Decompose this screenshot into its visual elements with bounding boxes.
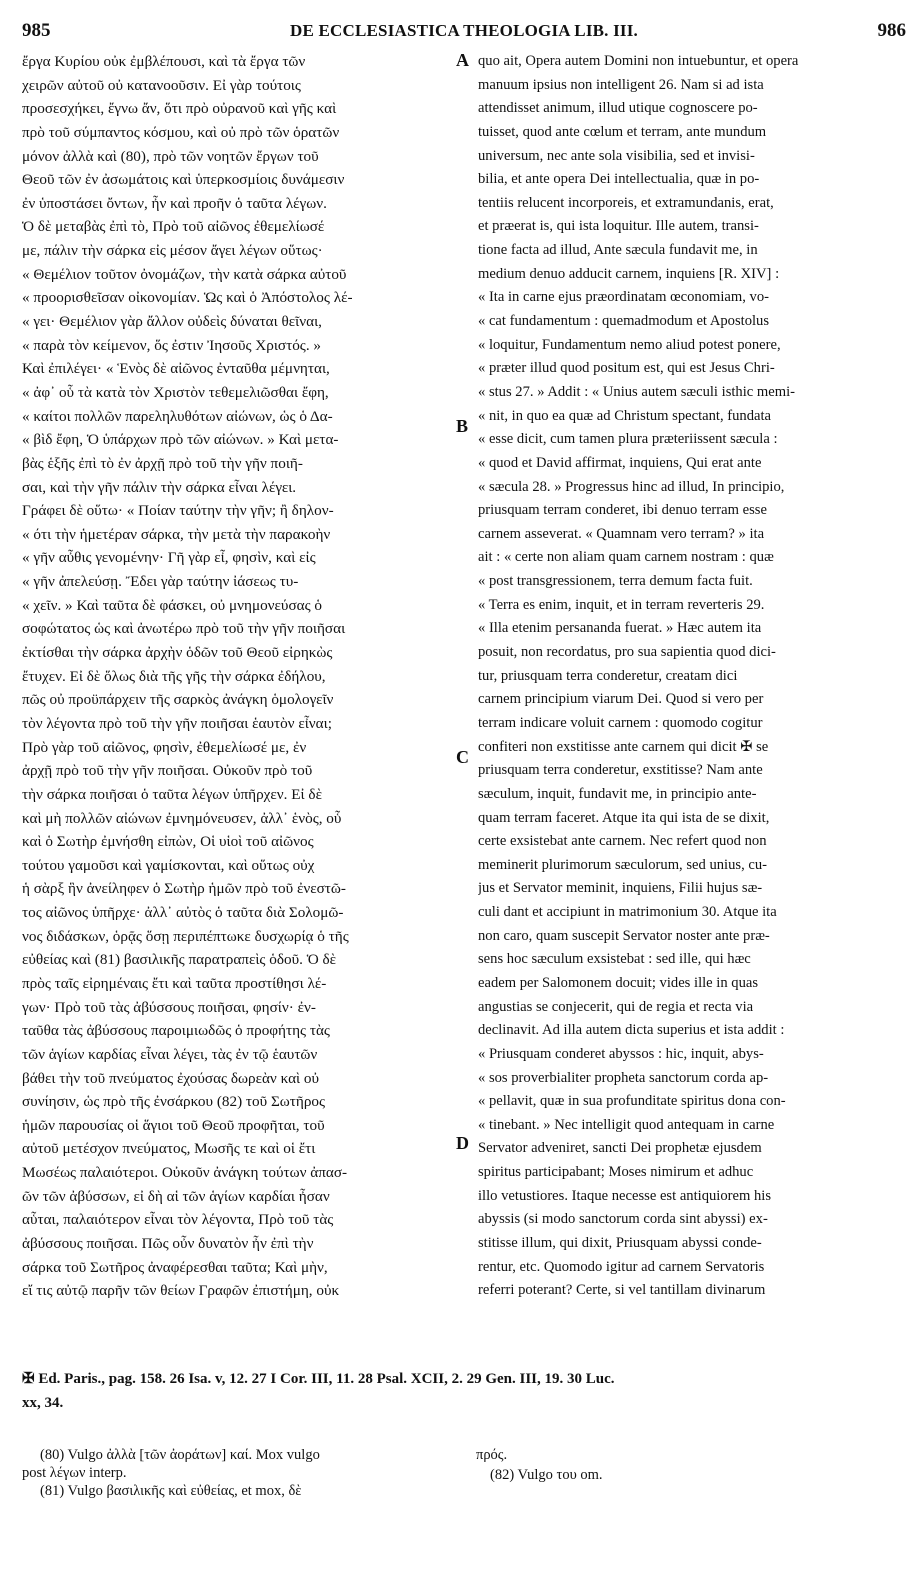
text-line: quo ait, Opera autem Domini non intuebuntur, et opera: [478, 53, 799, 69]
text-line: τούτου γαμοῦσι καὶ γαμίσκονται, καὶ οὕτως οὐχ: [22, 856, 315, 874]
text-line: quam terram faceret. Atque ita qui ista de se dixit,: [478, 809, 770, 826]
text-line: « tinebant. » Nec intelligit quod antequam in carne: [478, 1116, 775, 1133]
text-line: universum, nec ante sola visibilia, sed et invisi-: [478, 147, 755, 164]
text-line: non caro, quam suscepit Servator noster ante præ-: [478, 927, 770, 944]
text-line: « Terra es enim, inquit, et in terram reverteris 29.: [478, 596, 765, 613]
text-line: « χεῖν. » Καὶ ταῦτα δὲ φάσκει, οὐ μνημονεύσας ὁ: [22, 596, 322, 614]
variant-note-82: (82) Vulgo του om.: [490, 1467, 603, 1483]
text-line: certe exsistebat ante carnem. Nec refert quod non: [478, 833, 767, 850]
text-line: stitisse illum, qui dixit, Priusquam abyssi conde-: [478, 1235, 762, 1252]
text-line: αὗται, παλαιότερον εἶναι τὸν λέγοντα, Πρὸ τοῦ τὰς: [22, 1211, 334, 1229]
footnote-line: ✠ Ed. Paris., pag. 158. 26 Isa. v, 12. 27 I Cor. III, 11. 28 Psal. XCII, 2. 29 Gen. III, 19. 30 Luc.: [22, 1371, 615, 1387]
text-line: « esse dicit, cum tamen plura præteriissent sæcula :: [478, 431, 778, 448]
text-line: culi dant et accipiunt in matrimonium 30. Atque ita: [478, 904, 777, 921]
text-line: « quod et David affirmat, inquiens, Qui erat ante: [478, 454, 762, 471]
text-line: πρὸς ταῖς εἰρημέναις ἔτι καὶ ταῦτα προστίθησι λέ-: [22, 974, 327, 992]
text-line: « Priusquam conderet abyssos : hic, inquit, abys-: [478, 1045, 764, 1062]
text-line: σοφώτατος ὡς καὶ ἀνωτέρω πρὸ τοῦ τὴν γῆν ποιῆσαι: [22, 620, 346, 638]
text-line: συνίησιν, ὡς πρὸ τῆς ἐνσάρκου (82) τοῦ Σωτῆρος: [22, 1093, 326, 1111]
text-line: « sos proverbialiter propheta sanctorum corda ap-: [478, 1069, 769, 1086]
text-line: τὸν λέγοντα πρὸ τοῦ τὴν γῆν ποιῆσαι ἑαυτὸν εἶναι;: [22, 714, 332, 732]
text-line: καὶ ὁ Σωτὴρ ἐμνήσθη εἰπὼν, Οἱ υἱοὶ τοῦ αἰῶνος: [22, 833, 314, 851]
text-line: ait : « certe non aliam quam carnem nostram : quæ: [478, 549, 774, 566]
page-number-right: 986: [877, 20, 906, 41]
text-line: « loquitur, Fundamentum nemo aliud potest ponere,: [478, 336, 781, 353]
text-line: τὴν σάρκα ποιῆσαι ὁ ταῦτα λέγων ὑπῆρχεν. Εἰ δὲ: [22, 785, 322, 803]
text-line: referri poterant? Certe, si vel tantillam divinarum: [478, 1282, 766, 1299]
text-line: « præter illud quod positum est, qui est Jesus Chri-: [478, 360, 775, 377]
section-marker-c: C: [456, 747, 469, 767]
section-marker-d: D: [456, 1133, 469, 1153]
text-line: « cat fundamentum : quemadmodum et Apostolus: [478, 313, 770, 330]
text-line: μόνον ἀλλὰ καὶ (80), πρὸ τῶν νοητῶν ἔργων τοῦ: [22, 147, 319, 165]
text-line: ταῦθα τὰς ἀβύσσους παροιμιωδῶς ὁ προφήτης τὰς: [22, 1022, 330, 1040]
text-line: « sæcula 28. » Progressus hinc ad illud, In principio,: [478, 478, 785, 495]
footnotes: [22, 1367, 906, 1415]
text-line: Θεοῦ τῶν ἐν ἀσωμάτοις καὶ ὑπερκοσμίοις δυνάμεσιν: [22, 171, 345, 189]
text-line: « stus 27. » Addit : « Unius autem sæculi isthic memi-: [478, 383, 796, 400]
text-line: Γράφει δὲ οὕτω· « Ποίαν ταύτην τὴν γῆν; ἢ δηλον-: [22, 502, 334, 520]
text-line: tione facta ad illud, Ante sæcula fundavit me, in: [478, 242, 758, 259]
text-line: priusquam terra conderetur, exstitisse? Nam ante: [478, 762, 763, 779]
text-line: eadem per Salomonem docuit; vides ille in quas: [478, 974, 759, 991]
text-line: εὐθείας καὶ (81) βασιλικῆς παρατραπεὶς ὁδοῦ. Ὁ δὲ: [22, 951, 337, 969]
text-line: jus et Servator meminit, inquiens, Filii hujus sæ-: [478, 880, 763, 897]
text-line: rentur, etc. Quomodo igitur ad carnem Servatoris: [478, 1258, 765, 1275]
text-line: « ότι τὴν ἡμετέραν σάρκα, τὴν μετὰ τὴν παρακοὴν: [22, 525, 331, 543]
page-number-left: 985: [22, 20, 51, 41]
text-line: ῶν τῶν ἀβύσσων, εἰ δὴ αἱ τῶν ἁγίων καρδίαι ἦσαν: [22, 1187, 330, 1205]
text-line: et præerat is, qui ista loquitur. Ille autem, transi-: [478, 218, 759, 235]
text-line: ἐκτίσθαι τὴν σάρκα ἀρχὴν ὁδῶν τοῦ Θεοῦ εἰρηκὼς: [22, 644, 333, 662]
text-line: Καὶ ἐπιλέγει· « Ἑνὸς δὲ αἰῶνος ἐνταῦθα μέμνηται,: [22, 360, 330, 378]
section-marker-a: A: [456, 50, 469, 70]
text-line: ἀρχῇ πρὸ τοῦ τὴν γῆν ποιῆσαι. Οὐκοῦν πρὸ τοῦ: [22, 762, 313, 780]
text-line: καὶ μὴ πολλῶν αἰώνων ἐμνημόνευσεν, ἀλλ᾽ ἑνὸς, οὗ: [22, 809, 342, 827]
text-line: σαι, καὶ τὴν γῆν πάλιν τὴν σάρκα εἶναι λέγει.: [22, 478, 297, 496]
text-line: « γῆν ἀπελεύσῃ. Ἔδει γὰρ ταύτην ἰάσεως τυ-: [22, 573, 299, 591]
variant-note-80-continued: post λέγων interp.: [22, 1465, 127, 1481]
text-line: προσεσχήκει, ἔγνω ἄν, ὅτι πρὸ οὐρανοῦ καὶ γῆς καὶ: [22, 100, 337, 118]
text-line: ἐν ὑποστάσει ὄντων, ἦν καὶ προῆν ὁ ταῦτα λέγων.: [22, 194, 327, 212]
text-line: βάθει τὴν τοῦ πνεύματος ἐχούσας δωρεὰν καὶ οὐ: [22, 1069, 320, 1087]
text-line: ἔτυχεν. Εἰ δὲ ὅλως διὰ τῆς γῆς τὴν σάρκα ἐδήλου,: [22, 667, 326, 685]
text-line: « Illa etenim persananda fuerat. » Hæc autem ita: [478, 620, 762, 637]
variant-note-81: (81) Vulgo βασιλικῆς καὶ εὐθείας, et mox, δὲ: [40, 1483, 302, 1499]
text-line: νος διδάσκων, ὁρᾷς ὅσῃ περιπέπτωκε δυσχωρίᾳ ὁ τῆς: [22, 927, 349, 945]
text-line: tuisset, quod ante cœlum et terram, ante mundum: [478, 123, 767, 140]
text-line: confiteri non exstitisse ante carnem qui dicit ✠ se: [478, 738, 769, 755]
text-line: illo vetustiores. Itaque necesse est antiquiorem his: [478, 1187, 772, 1204]
text-line: carnem asseverat. « Quamnam vero terram? » ita: [478, 525, 765, 542]
text-line: αὐτοῦ μετέσχον πνεύματος, Μωσῆς τε καὶ οἱ ἔτι: [22, 1140, 316, 1158]
footnote-line: xx, 34.: [22, 1395, 64, 1411]
text-line: « Θεμέλιον τοῦτον ὀνομάζων, τὴν κατὰ σάρκα αὐτοῦ: [22, 265, 347, 283]
text-line: tur, priusquam terra conderetur, creatam dici: [478, 667, 738, 684]
text-line: πρὸ τοῦ σύμπαντος κόσμου, καὶ οὐ πρὸ τῶν ὁρατῶν: [22, 123, 340, 141]
text-line: abyssis (si modo sanctorum corda sint abyssi) ex-: [478, 1211, 768, 1228]
text-line: sæculum, inquit, fundavit me, in principio ante-: [478, 785, 757, 802]
text-line: χειρῶν αὐτοῦ οὐ κατανοοῦσιν. Εἰ γὰρ τούτοις: [22, 76, 301, 94]
text-line: βὰς ἑξῆς ἐπὶ τὸ ἐν ἀρχῇ πρὸ τοῦ τὴν γῆν ποιῆ-: [22, 454, 303, 472]
text-line: « pellavit, quæ in sua profunditate spiritus dona con-: [478, 1093, 786, 1110]
text-line: terram indicare voluit carnem : quomodo cogitur: [478, 714, 763, 731]
text-line: Ὁ δὲ μεταβὰς ἐπὶ τὸ, Πρὸ τοῦ αἰῶνος ἐθεμελίωσέ: [22, 218, 325, 236]
text-line: « προορισθεῖσαν οἰκονομίαν. Ὡς καὶ ὁ Ἀπόστολος λέ-: [22, 289, 353, 307]
text-line: medium denuo adducit carnem, inquiens [R. XIV] :: [478, 265, 780, 282]
text-line: εἴ τις αὐτῷ παρῆν τῶν θείων Γραφῶν ἐπιστήμη, οὐκ: [22, 1282, 340, 1300]
text-line: posuit, non recordatus, pro sua sapientia quod dici-: [478, 644, 776, 661]
text-line: priusquam terram conderet, ibi denuo terram esse: [478, 502, 767, 519]
text-line: bilia, et ante opera Dei intellectualia, quæ in po-: [478, 171, 760, 188]
text-line: τῶν ἁγίων καρδίας εἶναι λέγει, τὰς ἐν τῷ ἑαυτῶν: [22, 1045, 318, 1063]
text-line: ἀβύσσους ποιῆσαι. Πῶς οὖν δυνατὸν ἦν ἐπὶ τὴν: [22, 1235, 314, 1253]
text-line: spiritus participabant; Moses nimirum et adhuc: [478, 1164, 754, 1181]
running-header: [22, 20, 906, 48]
text-line: declinavit. Ad illa autem dicta superius et ista addit :: [478, 1022, 785, 1039]
text-line: ἡ σὰρξ ἣν ἀνείληφεν ὁ Σωτὴρ ἡμῶν πρὸ τοῦ ἐνεστῶ-: [22, 880, 346, 898]
section-marker-b: B: [456, 416, 469, 436]
text-line: « παρὰ τὸν κείμενον, ὅς ἐστιν Ἰησοῦς Χριστός. »: [22, 336, 322, 354]
text-line: Μωσέως παλαιότεροι. Οὐκοῦν ἀνάγκη τούτων ἀπασ-: [22, 1164, 348, 1182]
text-line: ἡμῶν παρουσίας οἱ ἅγιοι τοῦ Θεοῦ προφῆται, τοῦ: [22, 1116, 325, 1134]
text-line: meminerit plurimorum sæculorum, sed unius, cu-: [478, 856, 767, 873]
text-line: « nit, in quo ea quæ ad Christum spectant, fundata: [478, 407, 772, 424]
text-line: angustias se conjecerit, qui de regia et recta via: [478, 998, 754, 1015]
text-line: carnem principium viarum Dei. Quod si vero per: [478, 691, 764, 708]
variant-note-80: (80) Vulgo ἀλλὰ [τῶν ἀοράτων] καί. Mox vulgo: [40, 1447, 320, 1463]
text-line: attendisset animum, illud utique cognoscere po-: [478, 100, 758, 117]
text-line: Servator adveniret, sancti Dei prophetæ ejusdem: [478, 1140, 762, 1157]
text-line: « post transgressionem, terra demum facta fuit.: [478, 573, 753, 590]
text-line: πῶς οὐ προϋπάρχειν τῆς σαρκὸς ἀνάγκη ὁμολογεῖν: [22, 691, 334, 709]
text-line: γων· Πρὸ τοῦ τὰς ἀβύσσους ποιῆσαι, φησίν· ἐν-: [22, 998, 316, 1016]
running-title: DE ECCLESIASTICA THEOLOGIA LIB. III.: [290, 21, 638, 40]
text-line: « γῆν αὖθις γενομένην· Γῆ γὰρ εἶ, φησὶν, καὶ εἰς: [22, 549, 316, 567]
latin-text-column: [478, 50, 906, 1303]
text-line: « καίτοι πολλῶν παρεληλυθότων αἰώνων, ὡς ὁ Δα-: [22, 407, 333, 425]
text-line: tentiis relucent incorporeis, et extramundanis, erat,: [478, 194, 774, 211]
variant-note-81-continued: πρός.: [476, 1447, 508, 1463]
text-line: « βὶδ ἔφη, Ὁ ὑπάρχων πρὸ τῶν αἰώνων. » Καὶ μετα-: [22, 431, 339, 449]
text-line: « Ita in carne ejus præordinatam œconomiam, vo-: [478, 289, 769, 306]
text-line: σάρκα τοῦ Σωτῆρος ἀναφέρεσθαι ταῦτα; Καὶ μὴν,: [22, 1258, 328, 1276]
greek-text-column: [22, 50, 452, 1303]
text-line: « ἀφ᾽ οὗ τὰ κατὰ τὸν Χριστὸν τεθεμελιῶσθαι ἔφη,: [22, 383, 329, 401]
text-line: ἔργα Κυρίου οὐκ ἐμβλέπουσι, καὶ τὰ ἔργα τῶν: [22, 53, 306, 70]
text-line: « γει· Θεμέλιον γὰρ ἄλλον οὐδεὶς δύναται θεῖναι,: [22, 313, 322, 331]
text-line: με, πάλιν τὴν σάρκα εἰς μέσον ἄγει λέγων οὕτως·: [22, 242, 323, 260]
text-line: manuum ipsius non intelligent 26. Nam si ad ista: [478, 76, 764, 93]
text-line: τος αἰῶνος ὑπῆρχε· ἀλλ᾽ αὐτὸς ὁ ταῦτα διὰ Σολομῶ-: [22, 904, 344, 922]
text-line: sens hoc sæculum exsistebat : sed ille, qui hæc: [478, 951, 751, 968]
text-line: Πρὸ γὰρ τοῦ αἰῶνος, φησὶν, ἐθεμελίωσέ με, ἐν: [22, 738, 307, 756]
